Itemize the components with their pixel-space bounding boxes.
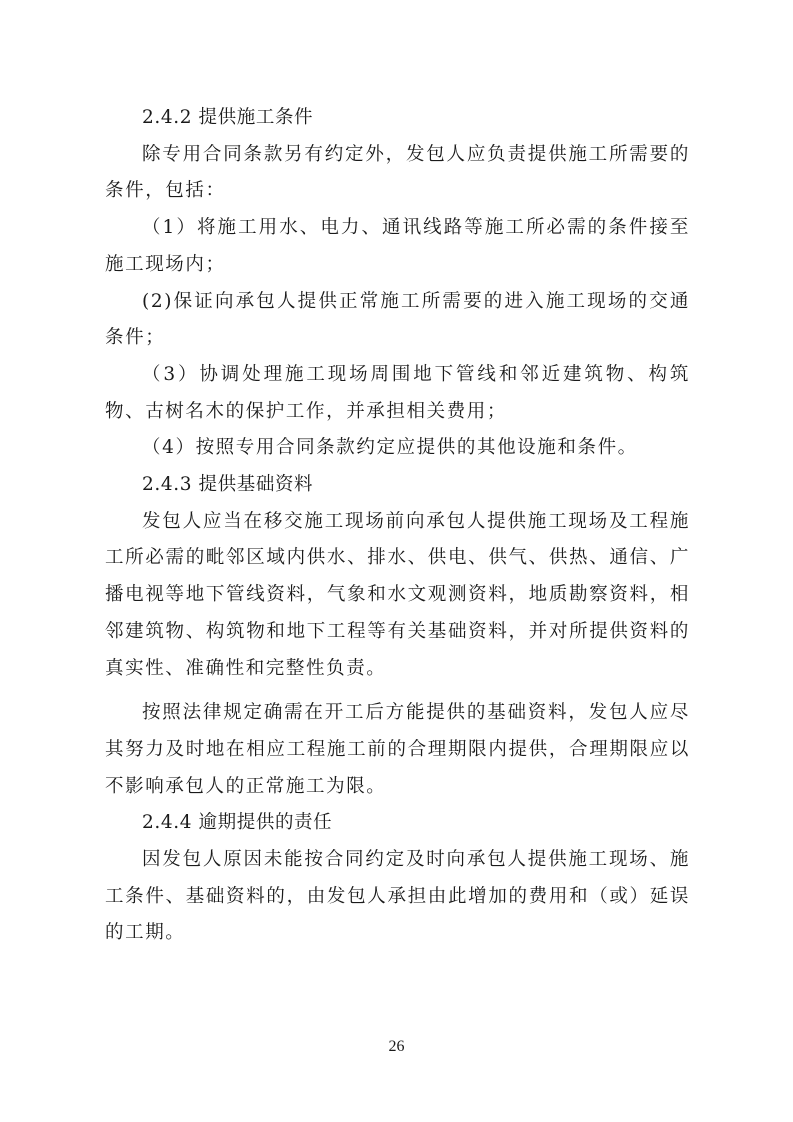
list-item: （1）将施工用水、电力、通讯线路等施工所必需的条件接至施工现场内； [105,217,690,275]
list-item: （4）按照专用合同条款约定应提供的其他设施和条件。 [142,437,638,459]
page-number: 26 [388,1038,405,1055]
body-paragraph: 因发包人原因未能按合同约定及时向承包人提供施工现场、施工条件、基础资料的，由发包人承担由此增加的费用和（或）延误的工期。 [105,849,690,944]
section-heading-2-4-3: 2.4.3 提供基础资料 [142,474,314,496]
list-item: (2)保证向承包人提供正常施工所需要的进入施工现场的交通条件； [105,290,690,349]
list-item: （3）协调处理施工现场周围地下管线和邻近建筑物、构筑物、古树名木的保护工作，并承担相关费用； [105,363,690,422]
body-paragraph: 发包人应当在移交施工现场前向承包人提供施工现场及工程施工所必需的毗邻区域内供水、排水、供电、供气、供热、通信、广播电视等地下管线资料，气象和水文观测资料，地质勘察资料，相邻建筑物、构筑物和地下工程等有关基础资料，并对所提供资料的真实性、准确性和完整性负责。 [105,510,690,679]
section-2-4-2-intro: 除专用合同条款另有约定外，发包人应负责提供施工所需要的条件，包括： [105,143,690,202]
body-paragraph: 按照法律规定确需在开工后方能提供的基础资料，发包人应尽其努力及时地在相应工程施工前的合理期限内提供，合理期限应以不影响承包人的正常施工为限。 [105,702,690,797]
document-page [105,100,690,952]
section-heading-2-4-4: 2.4.4 逾期提供的责任 [142,812,333,834]
section-heading-2-4-2: 2.4.2 提供施工条件 [142,107,314,128]
